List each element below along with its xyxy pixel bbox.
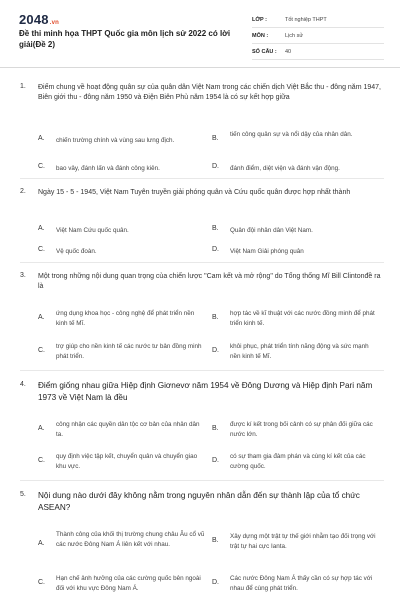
option-letter: B. bbox=[212, 314, 219, 321]
option-letter: D. bbox=[212, 457, 219, 464]
option-text: Hạn chế ảnh hưởng của các cường quốc bên ngoài đối với khu vực Đông Nam Á. bbox=[56, 575, 201, 592]
option-letter: D. bbox=[212, 246, 219, 253]
question-divider bbox=[20, 370, 384, 371]
option-letter: A. bbox=[38, 135, 45, 142]
question-text: Nội dung nào dưới đây không nằm trong nguyên nhân dẫn đến sự thành lập của tổ chức ASEAN? bbox=[38, 491, 360, 512]
question-divider bbox=[20, 480, 384, 481]
meta-label: LỚP : bbox=[252, 16, 267, 23]
question-number: 5. bbox=[20, 491, 26, 498]
option-letter: C. bbox=[38, 457, 45, 464]
question-number: 2. bbox=[20, 188, 26, 195]
question-number: 3. bbox=[20, 272, 26, 279]
meta-value: Tốt nghiệp THPT bbox=[285, 16, 327, 23]
option-text: đánh điểm, diệt viện và đánh vận động. bbox=[230, 165, 340, 172]
meta-value: 40 bbox=[285, 48, 292, 55]
page-title: Đề thi minh họa THPT Quốc gia môn lịch sử 2022 có lời giải(Đề 2) bbox=[19, 29, 231, 49]
option-text: trợ giúp cho nền kinh tế các nước tư bản đồng minh phát triển. bbox=[56, 343, 202, 360]
question-number: 1. bbox=[20, 83, 26, 90]
option-letter: A. bbox=[38, 225, 45, 232]
option-letter: B. bbox=[212, 225, 219, 232]
option-text: Các nước Đông Nam Á thấy cần có sự hợp tác với nhau để cùng phát triển. bbox=[230, 575, 373, 592]
logo-suffix: .vn bbox=[49, 20, 60, 26]
option-letter: D. bbox=[212, 163, 219, 170]
meta-value: Lịch sử bbox=[285, 32, 304, 39]
question-divider bbox=[20, 262, 384, 263]
option-text: được kí kết trong bối cảnh có sự phân đối giữa các nước lớn. bbox=[230, 421, 373, 438]
logo-main: 2048 bbox=[19, 12, 49, 27]
meta-row-subject bbox=[252, 28, 384, 44]
option-letter: C. bbox=[38, 246, 45, 253]
meta-row-class bbox=[252, 12, 384, 28]
meta-row-count bbox=[252, 44, 384, 60]
option-text: ứng dụng khoa học - công nghệ để phát triển nền kinh tế Mĩ. bbox=[56, 310, 195, 327]
question-text: Ngày 15 - 5 - 1945, Việt Nam Tuyên truyền giải phóng quân và Cứu quốc quân được hợp nhất thành bbox=[38, 189, 351, 196]
question-text: Điểm chung về hoạt động quân sự của quân dân Việt Nam trong các chiến dịch Việt Bắc thu - đông năm 1947, Biên giới thu - đông năm 1950 và Điện Biên Phủ năm 1954 là có sự kết hợp giữa bbox=[38, 84, 381, 101]
option-text: khôi phục, phát triển tính năng động và sức mạnh nền kinh tế Mĩ. bbox=[230, 343, 369, 360]
option-letter: C. bbox=[38, 579, 45, 586]
option-text: chiến trường chính và vùng sau lưng địch. bbox=[56, 137, 175, 144]
meta-label: MÔN : bbox=[252, 32, 269, 39]
option-letter: A. bbox=[38, 314, 45, 321]
option-text: Quân đội nhân dân Việt Nam. bbox=[230, 227, 313, 234]
option-text: có sự tham gia đàm phán và cùng kí kết của các cường quốc. bbox=[230, 453, 366, 470]
option-text: quy định việc tập kết, chuyển quân và chuyển giao khu vực. bbox=[56, 453, 198, 470]
option-text: công nhận các quyền dân tộc cơ bản của nhân dân ta. bbox=[56, 421, 200, 438]
meta-label: SỐ CÂU : bbox=[252, 48, 277, 55]
option-text: Việt Nam Cứu quốc quân. bbox=[56, 227, 129, 234]
option-text: Vệ quốc đoàn. bbox=[56, 248, 97, 255]
option-text: hợp tác về kĩ thuật với các nước đồng minh để phát triển kinh tế. bbox=[230, 310, 375, 327]
exam-meta-table bbox=[252, 12, 384, 60]
site-logo[interactable] bbox=[19, 12, 59, 27]
option-text: Việt Nam Giải phóng quân bbox=[230, 248, 304, 255]
question-number: 4. bbox=[20, 381, 26, 388]
option-letter: A. bbox=[38, 425, 45, 432]
question-text: Điểm giống nhau giữa Hiệp định Giơnevơ năm 1954 về Đông Dương và Hiệp định Pari năm 1973 về Việt Nam là đều bbox=[38, 381, 373, 402]
question-text: Một trong những nội dung quan trọng của chiến lược "Cam kết và mở rộng" do Tổng thống Mĩ Bill Clintonđề ra là bbox=[38, 273, 381, 290]
option-text: bao vây, đánh lấn và đánh công kiên. bbox=[56, 165, 160, 172]
option-letter: B. bbox=[212, 135, 219, 142]
option-letter: D. bbox=[212, 347, 219, 354]
option-text: Xây dựng một trật tự thế giới nhằm tạo đối trọng với trật tự hai cực Ianta. bbox=[230, 533, 376, 550]
option-letter: C. bbox=[38, 347, 45, 354]
option-letter: A. bbox=[38, 540, 45, 547]
option-letter: D. bbox=[212, 579, 219, 586]
option-text: tiến công quân sự và nổi dậy của nhân dân. bbox=[230, 131, 353, 138]
document-header bbox=[0, 0, 400, 68]
option-letter: B. bbox=[212, 425, 219, 432]
question-divider bbox=[20, 178, 384, 179]
option-letter: B. bbox=[212, 537, 219, 544]
option-letter: C. bbox=[38, 163, 45, 170]
option-text: Thành công của khối thị trường chung châu Âu cổ vũ các nước Đông Nam Á liên kết với nhau. bbox=[56, 531, 205, 548]
